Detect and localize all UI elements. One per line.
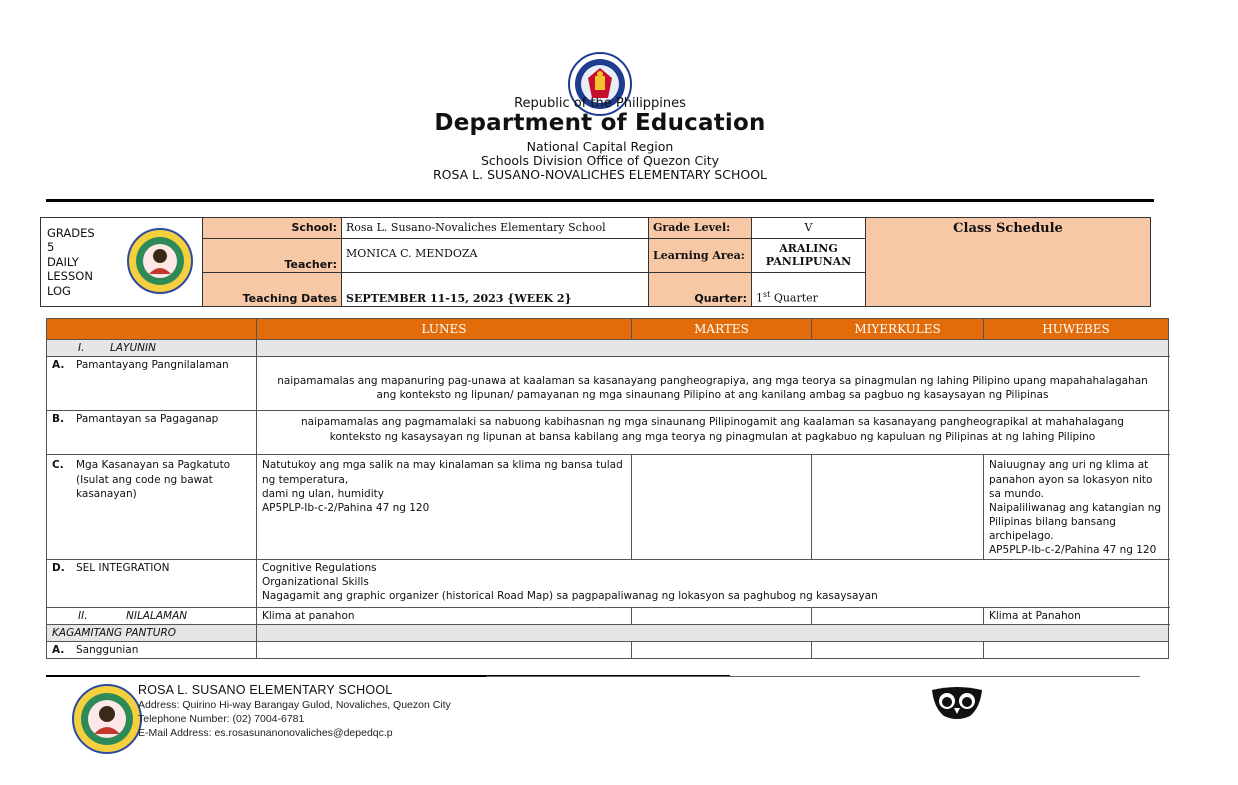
day-header-huwebes: HUWEBES xyxy=(984,319,1169,340)
nilalaman-number: II. xyxy=(78,609,88,622)
grade-label: Grade Level: xyxy=(649,218,752,239)
day-header-lunes: LUNES xyxy=(257,319,632,340)
footer-school-name: ROSA L. SUSANO ELEMENTARY SCHOOL xyxy=(138,683,393,697)
kasanayan-text: Naipaliliwanag ang katangian ng Pilipinas bilang bansang archipelago. xyxy=(989,501,1162,543)
pamantayan-sa-pagaganap-label xyxy=(47,411,257,455)
header-divider xyxy=(46,199,1154,202)
log-title-line: GRADES xyxy=(47,226,95,240)
footer-divider-thin xyxy=(486,676,1140,677)
nilalaman-lunes: Klima at panahon xyxy=(257,607,632,624)
layunin-row-content xyxy=(257,340,1169,357)
footer-address: Address: Quirino Hi-way Barangay Gulod, Novaliches, Quezon City xyxy=(138,699,451,711)
sel-integration-content xyxy=(257,559,1169,607)
log-title xyxy=(41,218,203,307)
kasanayan-code: AP5PLP-Ib-c-2/Pahina 47 ng 120 xyxy=(262,501,430,514)
sel-item: Nagagamit ang graphic organizer (historical Road Map) sa pagpapaliwanag ng lokasyon sa paghubog ng kasaysayan xyxy=(262,589,878,602)
sel-integration-label xyxy=(47,559,257,607)
sanggunian-lunes xyxy=(257,641,632,658)
nilalaman-huwebes: Klima at Panahon xyxy=(984,607,1169,624)
kasanayan-text: Naiuugnay ang uri ng klima at panahon ayon sa lokasyon nito sa mundo. xyxy=(989,459,1153,500)
teaching-dates-label: Teaching Dates xyxy=(203,273,342,307)
row-label-text: Mga Kasanayan sa Pagkatuto xyxy=(76,459,231,472)
quarter-value xyxy=(752,273,866,307)
nilalaman-label xyxy=(47,607,257,624)
sanggunian-huwebes xyxy=(984,641,1169,658)
layunin-number: I. xyxy=(78,342,85,355)
sanggunian-martes xyxy=(632,641,812,658)
quarter-label: Quarter: xyxy=(649,273,752,307)
nilalaman-miyerkules xyxy=(812,607,984,624)
lesson-plan-table: LUNES MARTES MIYERKULES HUWEBES BIYERNES I. LAYUNIN A. Pamantayang Pangnilalaman naipamamalas ang mapanuring pag-unawa at kaalaman sa kasanayang pangheograpiya, ang mga teorya sa pinagmulan ng lahing Pilipino upang mapahahalagahan ang konteksto ng lipunan/ pamayanan ng mga sinaunang Pilipino at ang kanilang ambag sa pagbuo ng kasaysayan ng Pilipinas B. Pamantayan sa Pagaganap naipamamalas ang pagmamalaki sa nabuong kabihasnan ng mga sinaunang Pilipinogamit ang kaalaman sa kasanayang pangheograpikal at mahahalagang konteksto ng kasaysayan ng lipunan at bansa kabilang ang mga teorya ng pinagmulan at pagkabuo ng kapuluan ng Pilipinas at ng lahing Pilipino C. Mga Kasanayan sa Pagkatuto (Isulat ang code ng bawat kasanayan) Natutukoy ang mga salik na may kinalaman sa klima ng bansa tulad ng temperatura, dami ng ulan, humidity AP5PLP-Ib-c-2/Pahina 47 ng 120 Naiuugnay ang uri ng klima at panahon ayon sa lokasyon nito sa mundo. Naipaliliwanag ang katangian ng Pilipinas bilang bansang archipelago. AP5PLP-Ib-c-2/Pahina 47 ng 120 D. SEL INTEGRATION Cognitive Regulations Organizational Skills Nagagamit ang graphic organizer (historical Road Map) sa pagpapaliwanag ng lokasyon sa paghubog ng kasaysayan II. NILALAMAN Klima at panahon Klima at Panahon KAGAMITANG PANTURO A. Sanggunian xyxy=(46,318,1169,659)
quarter-number: 1 xyxy=(756,291,763,305)
kasanayan-huwebes xyxy=(984,455,1169,559)
sel-item: Cognitive Regulations xyxy=(262,561,377,574)
kagamitang-panturo-label: KAGAMITANG PANTURO xyxy=(47,624,257,641)
row-label-text: Sanggunian xyxy=(76,643,139,656)
row-label-text: Pamantayan sa Pagaganap xyxy=(76,413,219,426)
kagamitang-panturo-content xyxy=(257,624,1169,641)
school-label: School: xyxy=(203,218,342,239)
lesson-log-info-table xyxy=(40,217,1151,307)
kasanayan-lunes xyxy=(257,455,632,559)
pamantayang-pangnilalaman-label xyxy=(47,357,257,411)
pamantayan-sa-pagaganap-content: naipamamalas ang pagmamalaki sa nabuong kabihasnan ng mga sinaunang Pilipinogamit ang kaalaman sa kasanayang pangheograpikal at mahahalagang konteksto ng kasaysayan ng lipunan at bansa kabilang ang mga teorya ng pinagmulan at pagkabuo ng kapuluan ng Pilipinas at ng lahing Pilipino xyxy=(257,411,1169,455)
layunin-label: LAYUNIN xyxy=(110,342,156,355)
kasanayan-text: dami ng ulan, humidity xyxy=(262,487,384,500)
day-header-martes: MARTES xyxy=(632,319,812,340)
pamantayang-pangnilalaman-content: naipamamalas ang mapanuring pag-unawa at kaalaman sa kasanayang pangheograpiya, ang mga teorya sa pinagmulan ng lahing Pilipino upang mapahahalagahan ang konteksto ng lipunan/ pamayanan ng mga sinaunang Pilipino at ang kanilang ambag sa pagbuo ng kasaysayan ng Pilipinas xyxy=(257,357,1169,411)
footer-telephone: Telephone Number: (02) 7004-6781 xyxy=(138,713,305,725)
kasanayan-code: AP5PLP-Ib-c-2/Pahina 47 ng 120 xyxy=(989,544,1157,557)
learning-area-line: PANLIPUNAN xyxy=(765,255,852,269)
class-schedule-label: Class Schedule xyxy=(866,218,1151,307)
school-value: Rosa L. Susano-Novaliches Elementary School xyxy=(342,218,649,239)
teacher-value: MONICA C. MENDOZA xyxy=(342,238,649,273)
nilalaman-martes xyxy=(632,607,812,624)
learning-area-value xyxy=(752,238,866,273)
school-seal-logo xyxy=(127,228,193,294)
grade-value: V xyxy=(752,218,866,239)
teacher-label: Teacher: xyxy=(203,238,342,273)
row-label-text: Pamantayang Pangnilalaman xyxy=(76,359,229,372)
layunin-row-label xyxy=(47,340,257,357)
quarter-suffix: st xyxy=(763,290,771,300)
nilalaman-text: NILALAMAN xyxy=(126,609,188,622)
division-line: Schools Division Office of Quezon City xyxy=(480,153,720,168)
sanggunian-label xyxy=(47,641,257,658)
school-name-line: ROSA L. SUSANO-NOVALICHES ELEMENTARY SCHOOL xyxy=(432,167,768,182)
log-title-line: LESSON xyxy=(47,269,93,284)
row-letter: D. xyxy=(52,561,65,574)
row-label-text: SEL INTEGRATION xyxy=(76,561,170,574)
row-letter: B. xyxy=(52,413,64,426)
sel-item: Organizational Skills xyxy=(262,575,369,588)
learning-area-line: ARALING xyxy=(779,241,838,255)
owl-logo-icon xyxy=(930,686,984,720)
log-title-line: 5 xyxy=(47,240,55,255)
footer-email: E-Mail Address: es.rosasunanonovaliches@depedqc.p xyxy=(138,727,393,739)
region-line: National Capital Region xyxy=(526,139,674,154)
footer-school-seal-logo xyxy=(72,684,142,754)
mga-kasanayan-label xyxy=(47,455,257,559)
row-label-subtext: (Isulat ang code ng bawat kasanayan) xyxy=(76,473,213,500)
row-letter: C. xyxy=(52,459,64,472)
learning-area-label: Learning Area: xyxy=(649,238,752,273)
log-title-line: DAILY xyxy=(47,254,79,269)
kasanayan-text: Natutukoy ang mga salik na may kinalaman sa klima ng bansa tulad ng temperatura, xyxy=(262,459,623,486)
sanggunian-miyerkules xyxy=(812,641,984,658)
quarter-text: Quarter xyxy=(770,291,818,305)
row-letter: A. xyxy=(52,643,65,656)
log-title-line: LOG xyxy=(47,283,71,298)
republic-line: Republic of the Philippines xyxy=(514,96,686,111)
kasanayan-martes xyxy=(632,455,812,559)
header-blank-cell xyxy=(47,319,257,340)
day-header-miyerkules: MIYERKULES xyxy=(812,319,984,340)
department-title: Department of Education xyxy=(434,110,766,136)
kasanayan-miyerkules xyxy=(812,455,984,559)
teaching-dates-value: SEPTEMBER 11-15, 2023 {WEEK 2} xyxy=(342,273,649,307)
row-letter: A. xyxy=(52,359,65,372)
